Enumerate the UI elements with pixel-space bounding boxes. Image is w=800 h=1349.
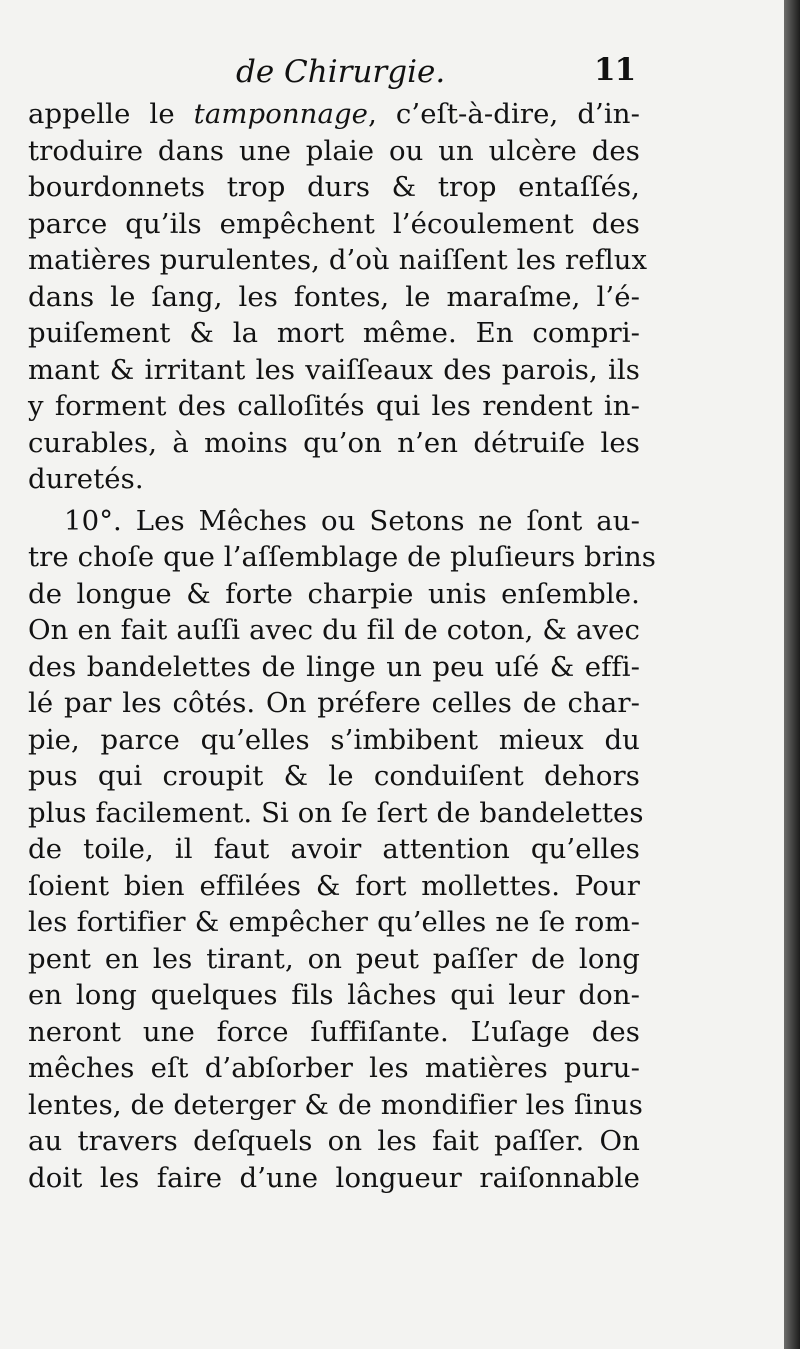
body-text <box>28 96 657 1196</box>
text-line: On en fait auſſi avec du fil de coton, & avec <box>28 614 640 646</box>
text-line: y forment des calloſités qui les rendent in- <box>28 390 640 422</box>
text-line: curables, à moins qu’on n’en détruiſe les <box>28 426 640 459</box>
emphasis-term: tamponnage <box>193 98 369 130</box>
text-line: duretés. <box>28 463 144 495</box>
text-line: des bandelettes de linge un peu uſé & effi- <box>28 650 640 683</box>
text-line: les fortifier & empêcher qu’elles ne ſe rom- <box>28 906 640 938</box>
text-line: en long quelques fils lâches qui leur don- <box>28 979 640 1011</box>
text-line: matières purulentes, d’où naiſſent les reflux <box>28 244 648 276</box>
text-line: de longue & forte charpie unis enſemble. <box>28 577 640 610</box>
page-header <box>0 50 670 98</box>
text-line: puiſement & la mort même. En compri- <box>28 317 640 349</box>
page-number: 11 <box>594 52 636 88</box>
text-line: pent en les tirant, on peut paſſer de long <box>28 942 640 975</box>
text-line: dans le ſang, les fontes, le maraſme, l’é- <box>28 280 640 313</box>
text-line: neront une force ſuffiſante. L’uſage des <box>28 1015 640 1048</box>
text-line: doit les faire d’une longueur raiſonnable <box>28 1161 640 1194</box>
text-line: ſoient bien effilées & fort mollettes. Pour <box>28 869 640 902</box>
text-line: troduire dans une plaie ou un ulcère des <box>28 134 640 167</box>
text-line: lentes, de deterger & de mondifier les ſinus <box>28 1088 643 1121</box>
text-line: de toile, il faut avoir attention qu’elles <box>28 833 640 865</box>
text-line: bourdonnets trop durs & trop entaſſés, <box>28 171 640 203</box>
text-line: pie, parce qu’elles s’imbibent mieux du <box>28 723 640 756</box>
text-line: mêches eſt d’abſorber les matières puru- <box>28 1052 640 1084</box>
paragraph-tamponnage <box>28 96 648 498</box>
text-line: tre choſe que l’aſſemblage de pluſieurs brins <box>28 541 657 573</box>
paragraph-meches <box>28 503 657 1197</box>
text-line: au travers deſquels on les fait paſſer. On <box>28 1125 640 1157</box>
text-line: 10°. Les Mêches ou Setons ne ſont au- <box>64 504 640 537</box>
running-title: de Chirurgie. <box>236 54 446 90</box>
text-line: mant & irritant les vaiſſeaux des parois, ils <box>28 353 640 386</box>
text-line: lé par les côtés. On préfere celles de char- <box>28 687 640 719</box>
text-line: parce qu’ils empêchent l’écoulement des <box>28 207 640 240</box>
text-line: pus qui croupit & le conduiſent dehors <box>28 760 640 792</box>
page-edge-shadow <box>784 0 800 1349</box>
text-line: plus facilement. Si on ſe ſert de bandelettes <box>28 796 644 829</box>
text-line: appelle le tamponnage, c’eſt-à-dire, d’in- <box>28 98 640 130</box>
